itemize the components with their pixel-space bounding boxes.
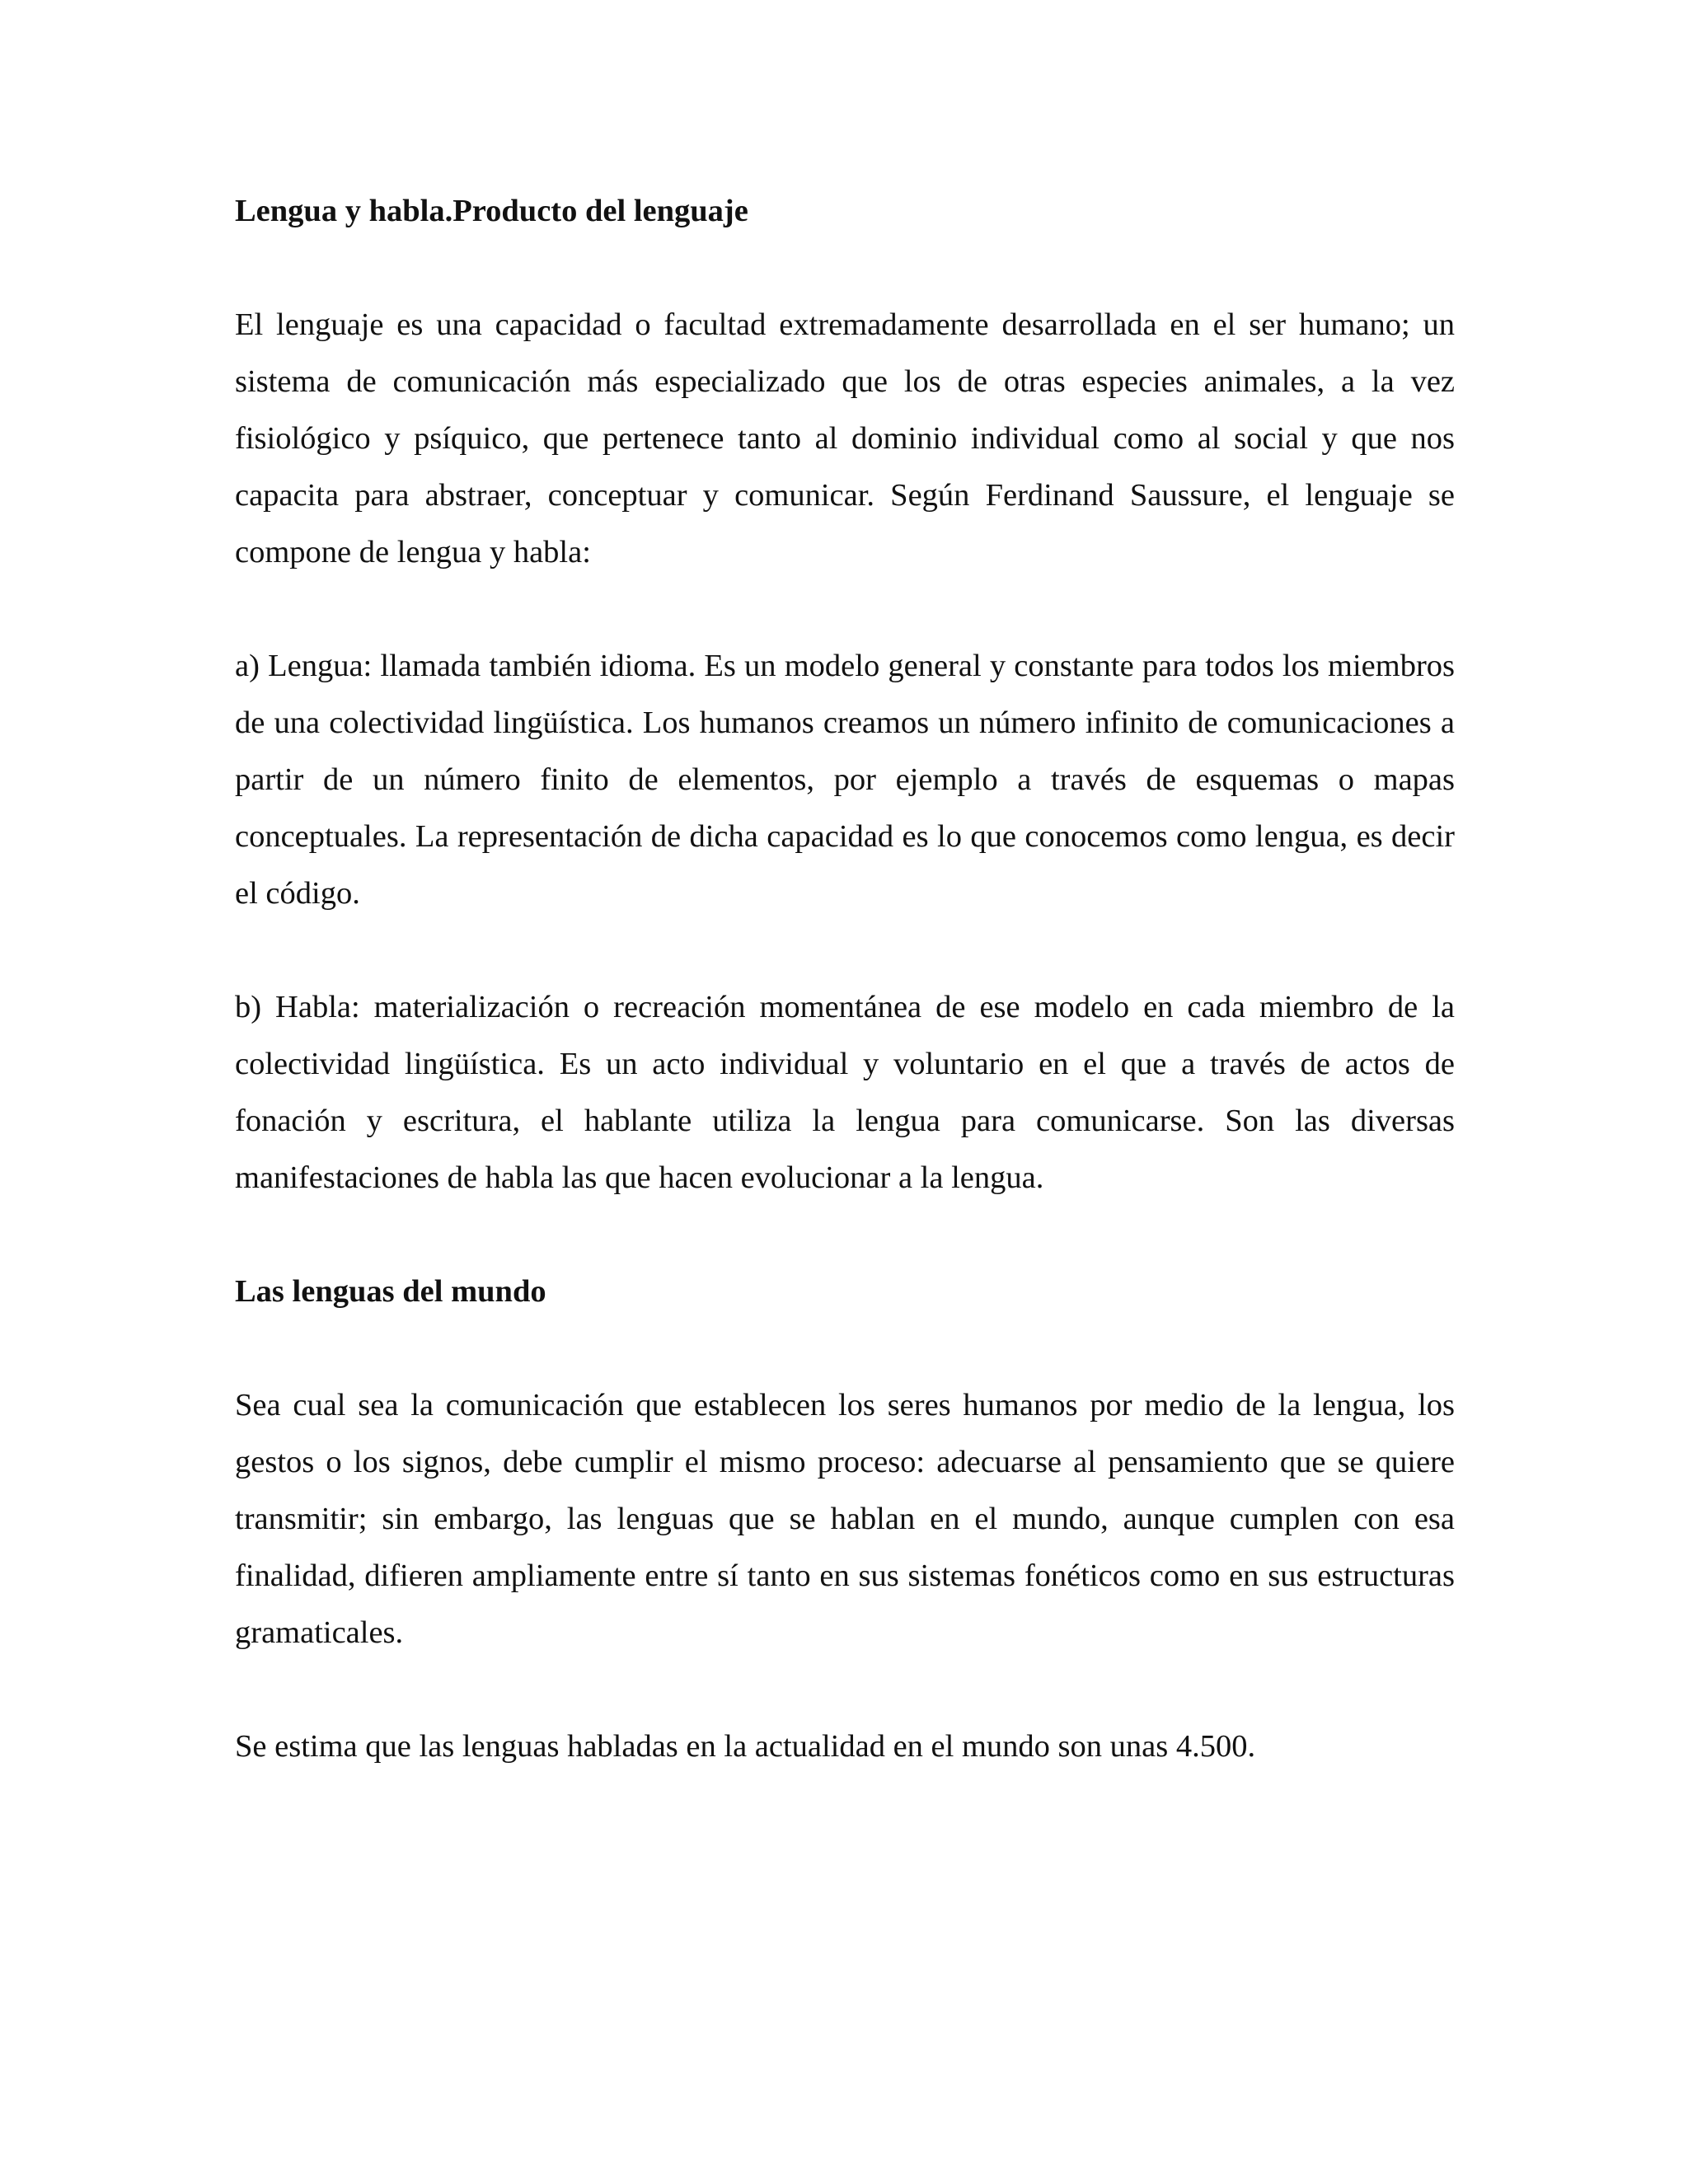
paragraph-comunicacion: Sea cual sea la comunicación que establecen los seres humanos por medio de la lengua, los gestos o los signos, debe cumplir el mismo proceso: adecuarse al pensamiento que se quiere transmitir; sin embargo, las lenguas que se hablan en el mundo, aunque cumplen con esa finalidad, difieren ampliamente entre sí tanto en sus sistemas fonéticos como en sus estructuras gramaticales.: [235, 1388, 1455, 1650]
paragraph-lengua: a) Lengua: llamada también idioma. Es un modelo general y constante para todos los miembros de una colectividad lingüística. Los humanos creamos un número infinito de comunicaciones a partir de un número finito de elementos, por ejemplo a través de esquemas o mapas conceptuales. La representación de dicha capacidad es lo que conocemos como lengua, es decir el código.: [235, 649, 1455, 911]
spacer: [235, 1661, 1455, 1718]
spacer: [235, 1207, 1455, 1263]
spacer: [235, 240, 1455, 297]
section-heading-lenguas-mundo: Las lenguas del mundo: [235, 1274, 546, 1309]
spacer: [235, 581, 1455, 638]
paragraph-lenguaje: El lenguaje es una capacidad o facultad extremadamente desarrollada en el ser humano; un sistema de comunicación más especializado que los de otras especies animales, a la vez fisiológico y psíquico, que pertenece tanto al dominio individual como al social y que nos capacita para abstraer, conceptuar y comunicar. Según Ferdinand Saussure, el lenguaje se compone de lengua y habla:: [235, 307, 1455, 569]
spacer: [235, 922, 1455, 979]
paragraph-habla: b) Habla: materialización o recreación momentánea de ese modelo en cada miembro de la colectividad lingüística. Es un acto individual y voluntario en el que a través de actos de fonación y escritura, el hablante utiliza la lengua para comunicarse. Son las diversas manifestaciones de habla las que hacen evolucionar a la lengua.: [235, 990, 1455, 1195]
document-body: [235, 183, 1455, 1775]
spacer: [235, 1320, 1455, 1377]
paragraph-estimacion: Se estima que las lenguas habladas en la actualidad en el mundo son unas 4.500.: [235, 1729, 1256, 1764]
section-heading-lengua-habla: Lengua y habla.Producto del lenguaje: [235, 194, 748, 228]
